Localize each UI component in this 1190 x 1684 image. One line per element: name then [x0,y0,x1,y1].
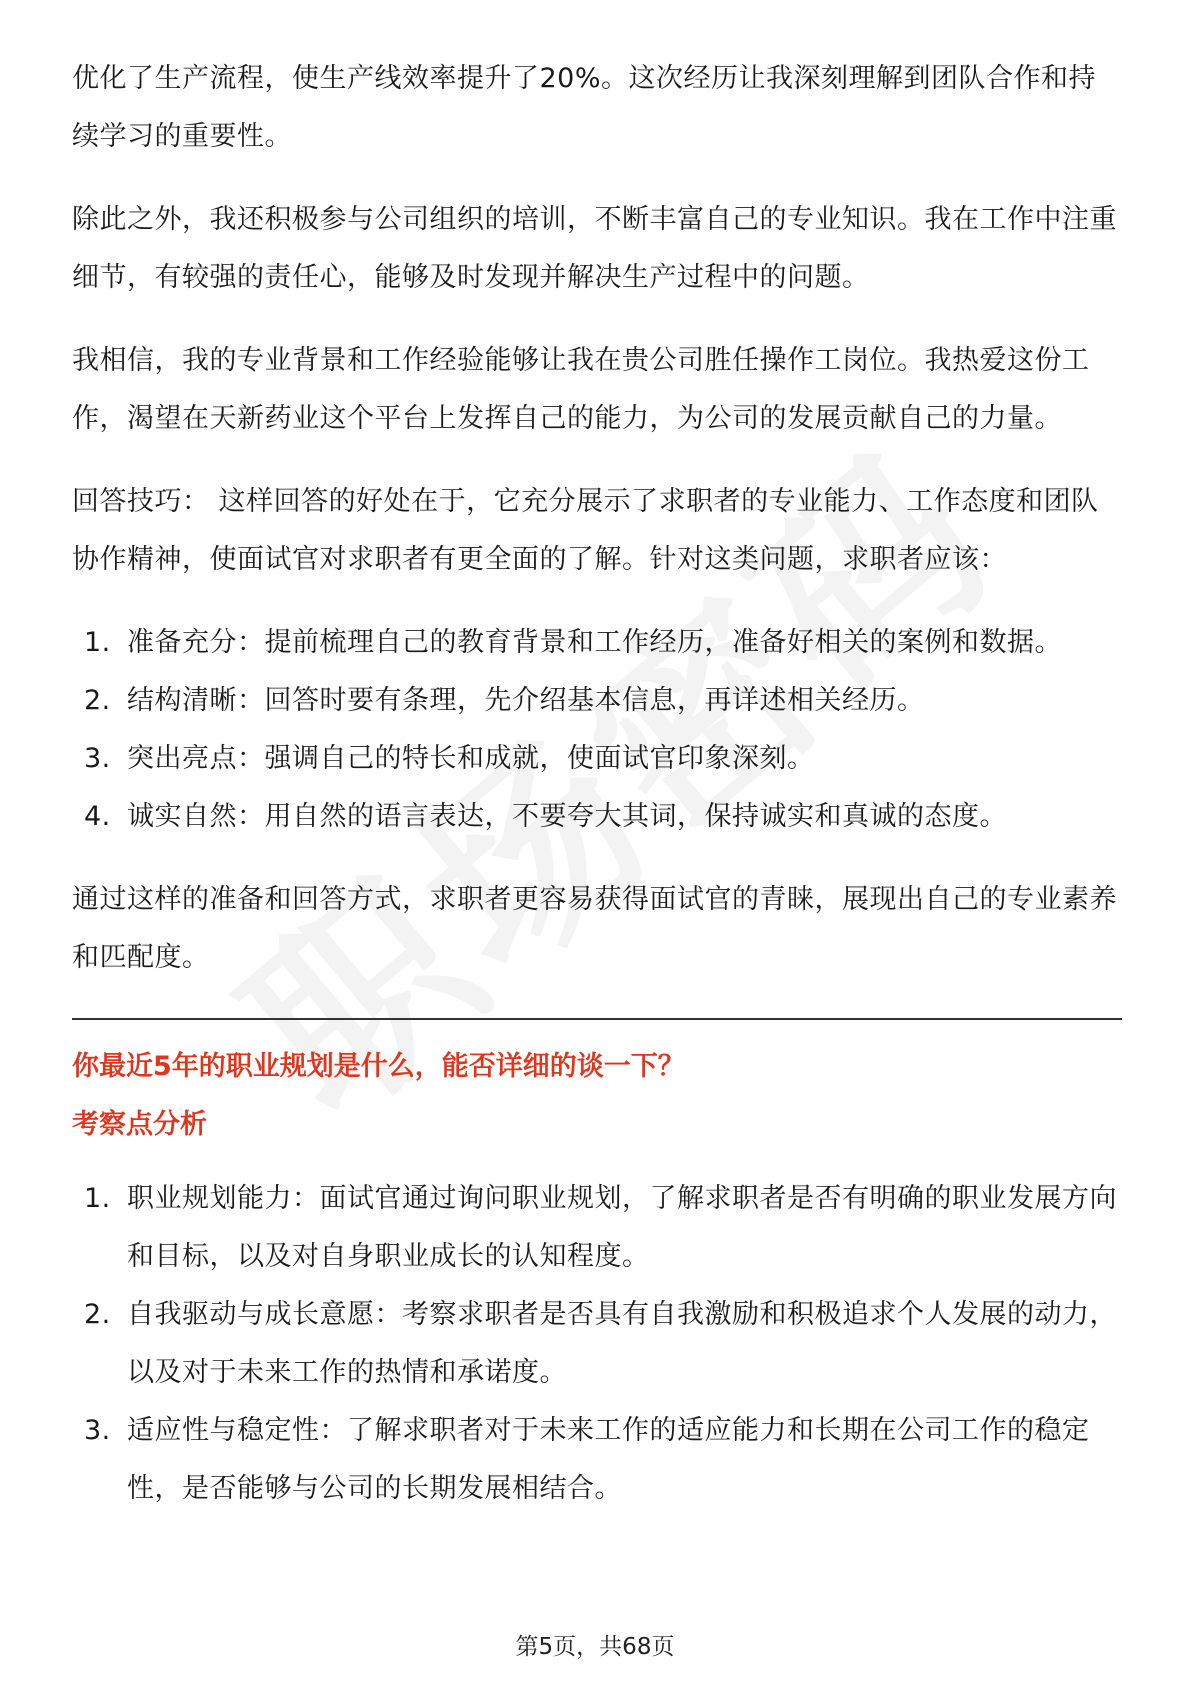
list-item-text: 准备充分：提前梳理自己的教育背景和工作经历，准备好相关的案例和数据。 [127,627,1062,658]
paragraph-confidence: 我相信，我的专业背景和工作经验能够让我在贵公司胜任操作工岗位。我热爱这份工作，渴望在天新药业这个平台上发挥自己的能力，为公司的发展贡献自己的力量。 [72,345,1090,434]
list-item [72,1402,1122,1518]
list-item [72,1286,1122,1402]
section-divider [72,1018,1122,1020]
list-number: 1. [84,627,111,658]
list-number: 2. [84,1299,111,1330]
analysis-list [72,1170,1122,1518]
tips-list [72,614,1122,846]
list-number: 3. [84,1415,111,1446]
paragraph-process-optimization: 优化了生产流程，使生产线效率提升了20%。这次经历让我深刻理解到团队合作和持续学习的重要性。 [72,63,1097,152]
list-item [72,730,1122,788]
interview-question: 你最近5年的职业规划是什么，能否详细的谈一下？ [72,1051,685,1082]
analysis-heading: 考察点分析 [72,1109,207,1140]
list-item [72,788,1122,846]
list-item-text: 适应性与稳定性：了解求职者对于未来工作的适应能力和长期在公司工作的稳定性，是否能够与公司的长期发展相结合。 [127,1415,1090,1504]
paragraph-answer-tips: 回答技巧： 这样回答的好处在于，它充分展示了求职者的专业能力、工作态度和团队协作精神，使面试官对求职者有更全面的了解。针对这类问题，求职者应该： [72,486,1099,575]
list-item-text: 结构清晰：回答时要有条理，先介绍基本信息，再详述相关经历。 [127,685,925,716]
list-item-text: 职业规划能力：面试官通过询问职业规划，了解求职者是否有明确的职业发展方向和目标，以及对自身职业成长的认知程度。 [127,1183,1117,1272]
list-number: 3. [84,743,111,774]
page-number: 第5页，共68页 [515,1634,675,1660]
list-item-text: 诚实自然：用自然的语言表达，不要夸大其词，保持诚实和真诚的态度。 [127,801,1007,832]
paragraph-training: 除此之外，我还积极参与公司组织的培训，不断丰富自己的专业知识。我在工作中注重细节，有较强的责任心，能够及时发现并解决生产过程中的问题。 [72,204,1117,293]
list-item-text: 自我驱动与成长意愿：考察求职者是否具有自我激励和积极追求个人发展的动力，以及对于未来工作的热情和承诺度。 [127,1299,1117,1388]
list-item [72,1170,1122,1286]
paragraph-conclusion: 通过这样的准备和回答方式，求职者更容易获得面试官的青睐，展现出自己的专业素养和匹配度。 [72,884,1117,973]
list-number: 2. [84,685,111,716]
list-item [72,614,1122,672]
list-item [72,672,1122,730]
list-item-text: 突出亮点：强调自己的特长和成就，使面试官印象深刻。 [127,743,815,774]
list-number: 4. [84,801,111,832]
document-page [72,50,1122,1543]
list-number: 1. [84,1183,111,1214]
